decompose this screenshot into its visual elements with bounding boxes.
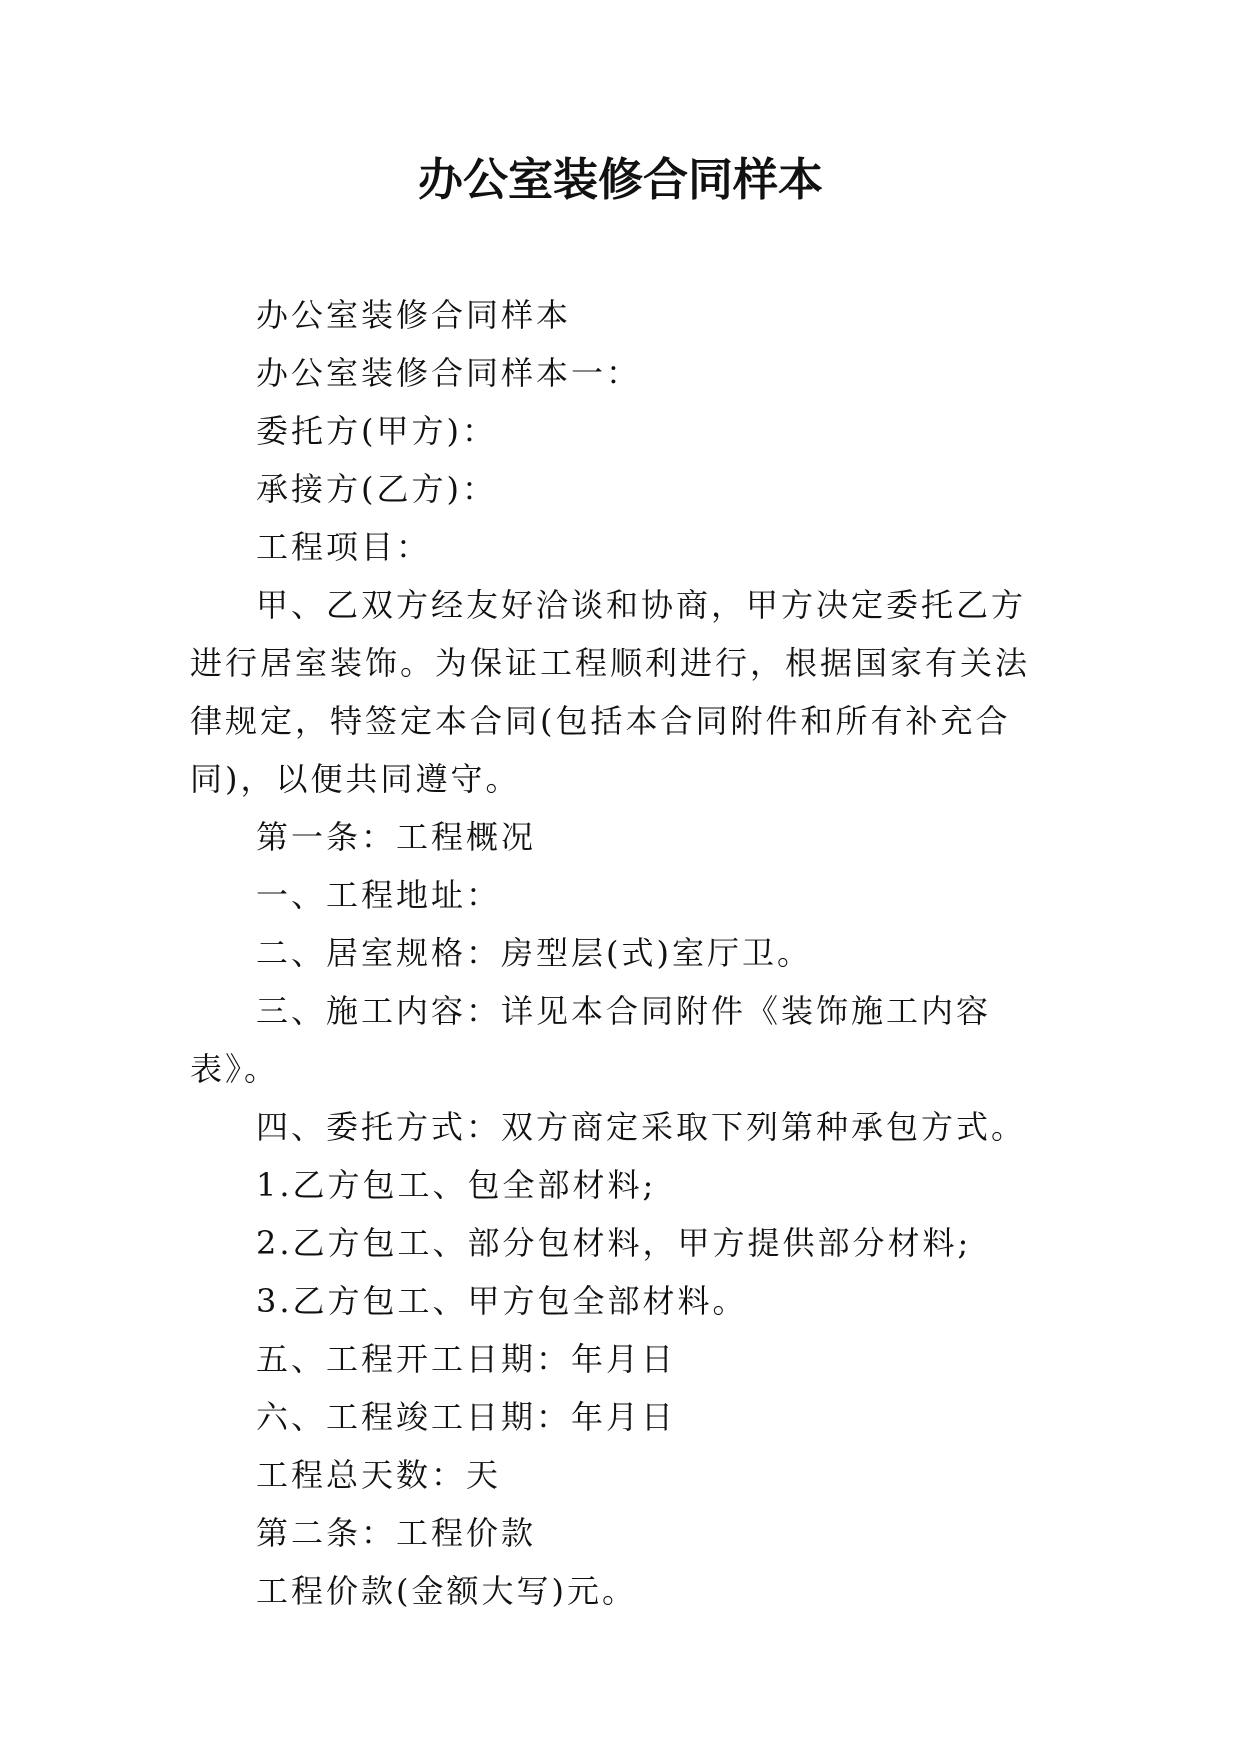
paragraph-project: 工程项目：	[256, 528, 432, 566]
document-title: 办公室装修合同样本	[417, 153, 823, 206]
paragraph-room-spec: 二、居室规格：房型层(式)室厅卫。	[256, 934, 812, 972]
paragraph-party-b: 承接方(乙方)：	[256, 470, 497, 508]
paragraph-work-content: 三、施工内容：详见本合同附件《装饰施工内容表》。	[190, 992, 992, 1088]
paragraph-total-days: 工程总天数：天	[256, 1456, 502, 1494]
paragraph-end-date: 六、工程竣工日期：年月日	[256, 1398, 677, 1436]
paragraph-option-1: 1.乙方包工、包全部材料;	[256, 1166, 657, 1204]
paragraph-price: 工程价款(金额大写)元。	[256, 1572, 637, 1610]
document-body	[190, 286, 1060, 1620]
paragraph-article-one: 第一条：工程概况	[256, 818, 537, 856]
paragraph-address: 一、工程地址：	[256, 876, 502, 914]
paragraph-option-3: 3.乙方包工、甲方包全部材料。	[256, 1282, 748, 1320]
paragraph-party-a: 委托方(甲方)：	[256, 412, 497, 450]
paragraph-option-2: 2.乙方包工、部分包材料，甲方提供部分材料;	[256, 1224, 972, 1262]
paragraph-start-date: 五、工程开工日期：年月日	[256, 1340, 677, 1378]
paragraph-intro: 甲、乙双方经友好洽谈和协商，甲方决定委托乙方进行居室装饰。为保证工程顺利进行，根据国家有关法律规定，特签定本合同(包括本合同附件和所有补充合同)，以便共同遵守。	[190, 586, 1031, 798]
paragraph-heading: 办公室装修合同样本	[256, 296, 572, 334]
paragraph-sample-one: 办公室装修合同样本一：	[256, 354, 642, 392]
paragraph-contract-mode: 四、委托方式：双方商定采取下列第种承包方式。	[256, 1108, 1027, 1146]
paragraph-article-two: 第二条：工程价款	[256, 1514, 537, 1552]
